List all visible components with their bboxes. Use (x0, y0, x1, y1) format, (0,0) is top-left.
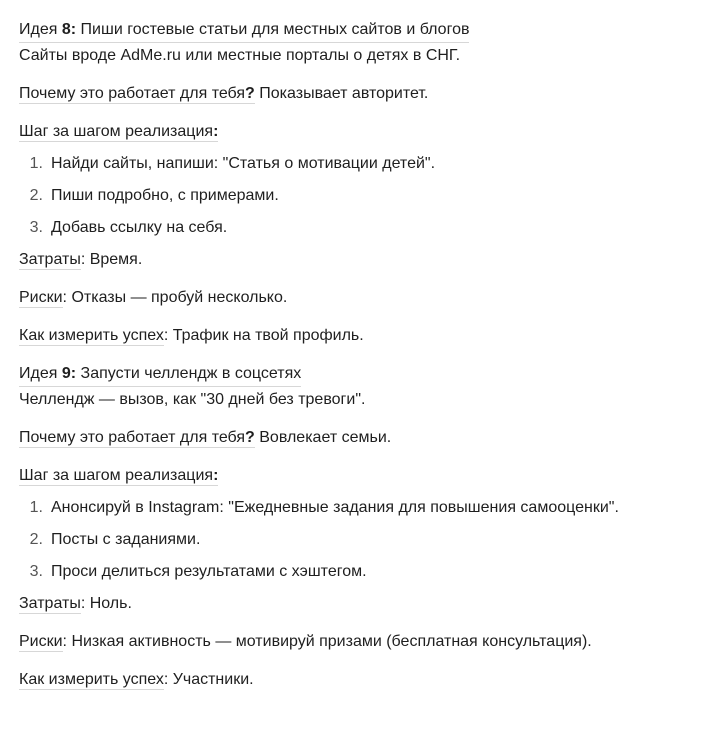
idea-8-steps-label-text: Шаг за шагом реализация (19, 123, 214, 140)
idea-9-measure-text: : Участники. (163, 671, 254, 688)
idea-9-steps-label (19, 467, 218, 486)
list-item-text: Найди сайты, напиши: "Статья о мотивации детей". (51, 155, 436, 172)
idea-8-cost-label: Затраты (19, 251, 81, 268)
idea-9-number: 9: (61, 365, 77, 382)
idea-8-title (19, 19, 469, 43)
list-item-number: 1. (29, 155, 43, 172)
list-item-text: Добавь ссылку на себя. (51, 219, 228, 236)
idea-8-measure-label: Как измерить успех (19, 327, 164, 344)
idea-8-risk-text: : Отказы — пробуй несколько. (62, 289, 288, 306)
idea-9-steps-colon: : (213, 467, 219, 484)
idea-8-why (19, 83, 683, 105)
list-item-number: 3. (29, 563, 43, 580)
idea-9-section (19, 363, 683, 691)
idea-8-cost (19, 249, 683, 271)
idea-8-section (19, 19, 683, 347)
list-item (19, 153, 683, 175)
idea-8-measure-text: : Трафик на твой профиль. (163, 327, 364, 344)
idea-9-word: Идея (19, 365, 58, 382)
idea-9-cost-label: Затраты (19, 595, 81, 612)
idea-9-risk-label: Риски (19, 633, 63, 650)
idea-9-measure (19, 669, 683, 691)
idea-9-title (19, 363, 301, 387)
idea-8-why-question-mark: ? (245, 85, 255, 102)
idea-9-why-label (19, 429, 255, 448)
list-item-number: 2. (29, 531, 43, 548)
idea-8-steps-list (19, 153, 683, 239)
idea-8-subtitle: Сайты вроде AdMe.ru или местные порталы о детях в СНГ. (19, 47, 461, 64)
list-item-number: 2. (29, 187, 43, 204)
idea-8-why-label (19, 85, 255, 104)
idea-9-cost-text: : Ноль. (80, 595, 132, 612)
list-item (19, 529, 683, 551)
idea-9-steps-list (19, 497, 683, 583)
idea-8-why-label-text: Почему это работает для тебя (19, 85, 246, 102)
list-item (19, 217, 683, 239)
list-item (19, 185, 683, 207)
idea-8-risk-label: Риски (19, 289, 63, 306)
idea-8-title-text: Пиши гостевые статьи для местных сайтов и блогов (80, 21, 470, 38)
idea-9-subtitle: Челлендж — вызов, как "30 дней без тревоги". (19, 391, 366, 408)
list-item (19, 561, 683, 583)
idea-9-cost (19, 593, 683, 615)
idea-8-steps-label (19, 123, 218, 142)
idea-9-risk (19, 631, 683, 653)
list-item (19, 497, 683, 519)
idea-8-cost-text: : Время. (80, 251, 143, 268)
list-item-number: 1. (29, 499, 43, 516)
list-item-text: Проси делиться результатами с хэштегом. (51, 563, 367, 580)
idea-9-title-text: Запусти челлендж в соцсетях (80, 365, 302, 382)
idea-9-why-label-text: Почему это работает для тебя (19, 429, 246, 446)
idea-8-risk (19, 287, 683, 309)
list-item-text: Пиши подробно, с примерами. (51, 187, 279, 204)
idea-8-why-text: Показывает авторитет. (254, 85, 429, 102)
list-item-text: Посты с заданиями. (51, 531, 201, 548)
idea-9-why (19, 427, 683, 449)
idea-9-why-question-mark: ? (245, 429, 255, 446)
list-item-text: Анонсируй в Instagram: "Ежедневные задания для повышения самооценки". (51, 499, 619, 516)
idea-8-steps-colon: : (213, 123, 219, 140)
idea-8-measure (19, 325, 683, 347)
idea-8-number: 8: (61, 21, 77, 38)
list-item-number: 3. (29, 219, 43, 236)
idea-9-steps-heading (19, 465, 683, 487)
idea-8-steps-heading (19, 121, 683, 143)
idea-9-steps-label-text: Шаг за шагом реализация (19, 467, 214, 484)
idea-9-measure-label: Как измерить успех (19, 671, 164, 688)
idea-9-risk-text: : Низкая активность — мотивируй призами (бесплатная консультация). (62, 633, 592, 650)
idea-8-word: Идея (19, 21, 58, 38)
idea-9-why-text: Вовлекает семьи. (254, 429, 392, 446)
